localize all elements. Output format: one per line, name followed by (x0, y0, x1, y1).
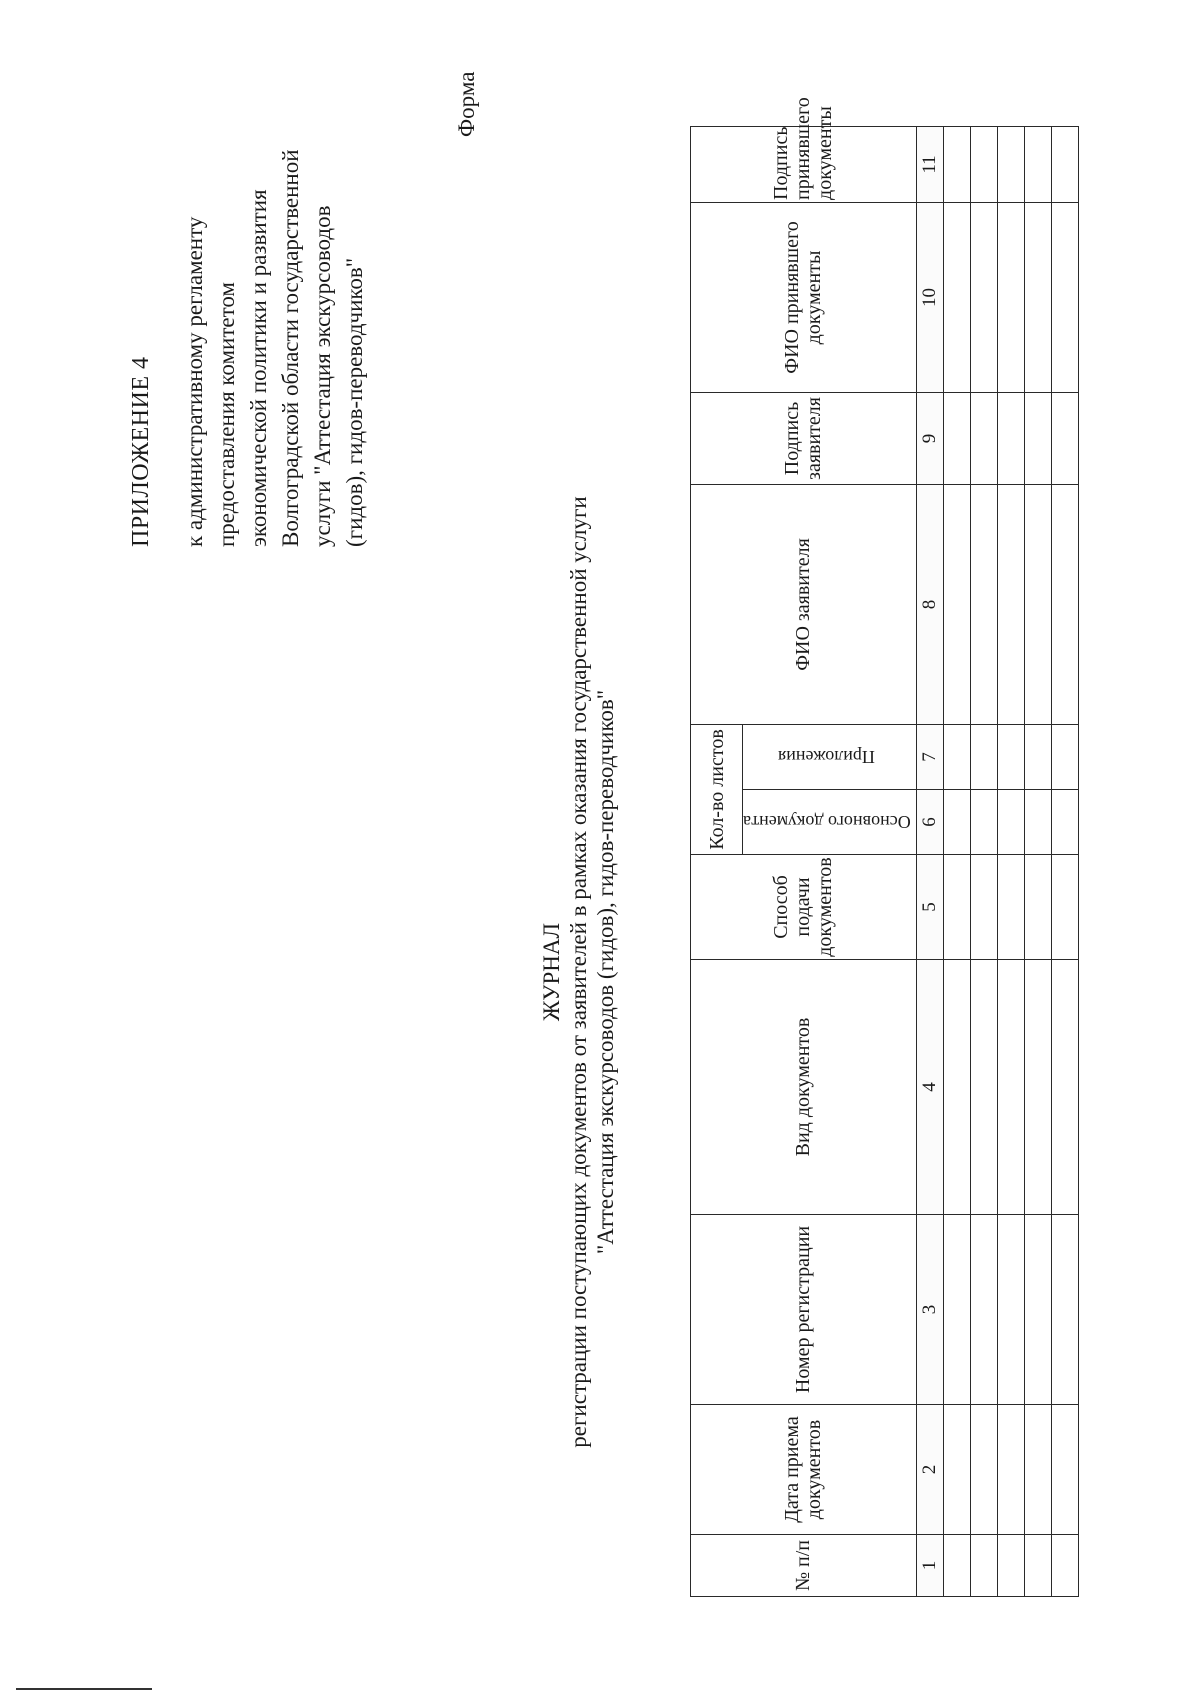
appendix-title: ПРИЛОЖЕНИЕ 4 (128, 356, 154, 547)
table-cell (1051, 392, 1078, 484)
table-cell (970, 790, 997, 855)
table-cell (943, 1215, 970, 1405)
table-cell (970, 724, 997, 789)
table-cell (1051, 790, 1078, 855)
table-cell (1051, 724, 1078, 789)
table-cell (1051, 484, 1078, 724)
header-main-document (743, 790, 917, 855)
header-reg-number: Номер регистрации (691, 1215, 917, 1405)
table-row (943, 126, 970, 1596)
table-cell (1024, 1215, 1051, 1405)
journal-subtitle-line2: "Аттестация экскурсоводов (гидов), гидов-переводчиков" (593, 689, 618, 1255)
table-cell (970, 392, 997, 484)
table-cell (1024, 126, 1051, 202)
journal-subtitle-line1: регистрации поступающих документов от заявителей в рамках оказания государственной услуги (566, 496, 591, 1448)
table-cell (997, 1215, 1024, 1405)
table-cell (943, 1405, 970, 1535)
appendix-text: к административному регламенту предоставления комитетом экономической политики и развития Волгоградской области государственной услуги "Аттестация экскурсоводов (гидов), гидов-переводчиков" (182, 149, 367, 547)
journal-title-block (538, 397, 619, 1547)
column-number: 3 (916, 1215, 943, 1405)
table-cell (997, 1535, 1024, 1597)
column-number: 7 (916, 724, 943, 789)
table-cell (997, 855, 1024, 960)
column-number: 5 (916, 855, 943, 960)
journal-title: ЖУРНАЛ (539, 922, 564, 1022)
table-cell (1051, 1535, 1078, 1597)
header-submission-method: Способ подачи документов (691, 855, 917, 960)
header-number: № п/п (691, 1535, 917, 1597)
table-cell (1024, 202, 1051, 392)
table-cell (943, 855, 970, 960)
table-cell (970, 855, 997, 960)
table-cell (997, 790, 1024, 855)
column-number: 10 (916, 202, 943, 392)
table-cell (970, 1405, 997, 1535)
column-number: 2 (916, 1405, 943, 1535)
column-number: 1 (916, 1535, 943, 1597)
table-cell (970, 126, 997, 202)
table-cell (970, 202, 997, 392)
scan-edge-mark (16, 1688, 152, 1690)
table-cell (1024, 855, 1051, 960)
table-cell (1024, 392, 1051, 484)
table-cell (943, 1535, 970, 1597)
table-cell (970, 1535, 997, 1597)
table-cell (1024, 724, 1051, 789)
table-row (1051, 126, 1078, 1596)
table-cell (943, 392, 970, 484)
header-date: Дата приема документов (691, 1405, 917, 1535)
header-attachments-text: Приложения (778, 747, 876, 767)
header-main-document-text: Основного документа (743, 812, 911, 832)
table-cell (1051, 855, 1078, 960)
table-cell (1024, 484, 1051, 724)
registration-journal-table (690, 97, 1079, 1597)
table-cell (1024, 1405, 1051, 1535)
header-applicant-signature: Подпись заявителя (691, 392, 917, 484)
table-cell (1024, 960, 1051, 1215)
table-cell (1024, 1535, 1051, 1597)
column-number-row (916, 126, 943, 1596)
table-cell (943, 126, 970, 202)
table-cell (997, 392, 1024, 484)
table-cell (1051, 202, 1078, 392)
table-cell (970, 1215, 997, 1405)
header-receiver-signature: Подпись принявшего документы (691, 126, 917, 202)
table-cell (997, 202, 1024, 392)
table-cell (997, 724, 1024, 789)
header-sheet-count: Кол-во листов (691, 724, 743, 854)
appendix-block (125, 87, 371, 547)
header-receiver-name: ФИО принявшего документы (691, 202, 917, 392)
table-cell (997, 1405, 1024, 1535)
table-row (970, 126, 997, 1596)
table-cell (997, 126, 1024, 202)
column-number: 11 (916, 126, 943, 202)
table-cell (997, 484, 1024, 724)
table-cell (1024, 790, 1051, 855)
table-cell (943, 202, 970, 392)
table-cell (970, 484, 997, 724)
table-cell (1051, 1215, 1078, 1405)
table-cell (943, 960, 970, 1215)
column-number: 9 (916, 392, 943, 484)
form-label: Форма (454, 71, 479, 137)
table-cell (943, 484, 970, 724)
table-cell (1051, 1405, 1078, 1535)
column-number: 4 (916, 960, 943, 1215)
table-cell (1051, 126, 1078, 202)
column-number: 6 (916, 790, 943, 855)
table-row (997, 126, 1024, 1596)
header-doc-type: Вид документов (691, 960, 917, 1215)
table-cell (997, 960, 1024, 1215)
column-number: 8 (916, 484, 943, 724)
table-cell (943, 790, 970, 855)
header-attachments (743, 724, 917, 789)
table-cell (1051, 960, 1078, 1215)
table-cell (943, 724, 970, 789)
header-applicant-name: ФИО заявителя (691, 484, 917, 724)
table-cell (970, 960, 997, 1215)
table-row (1024, 126, 1051, 1596)
